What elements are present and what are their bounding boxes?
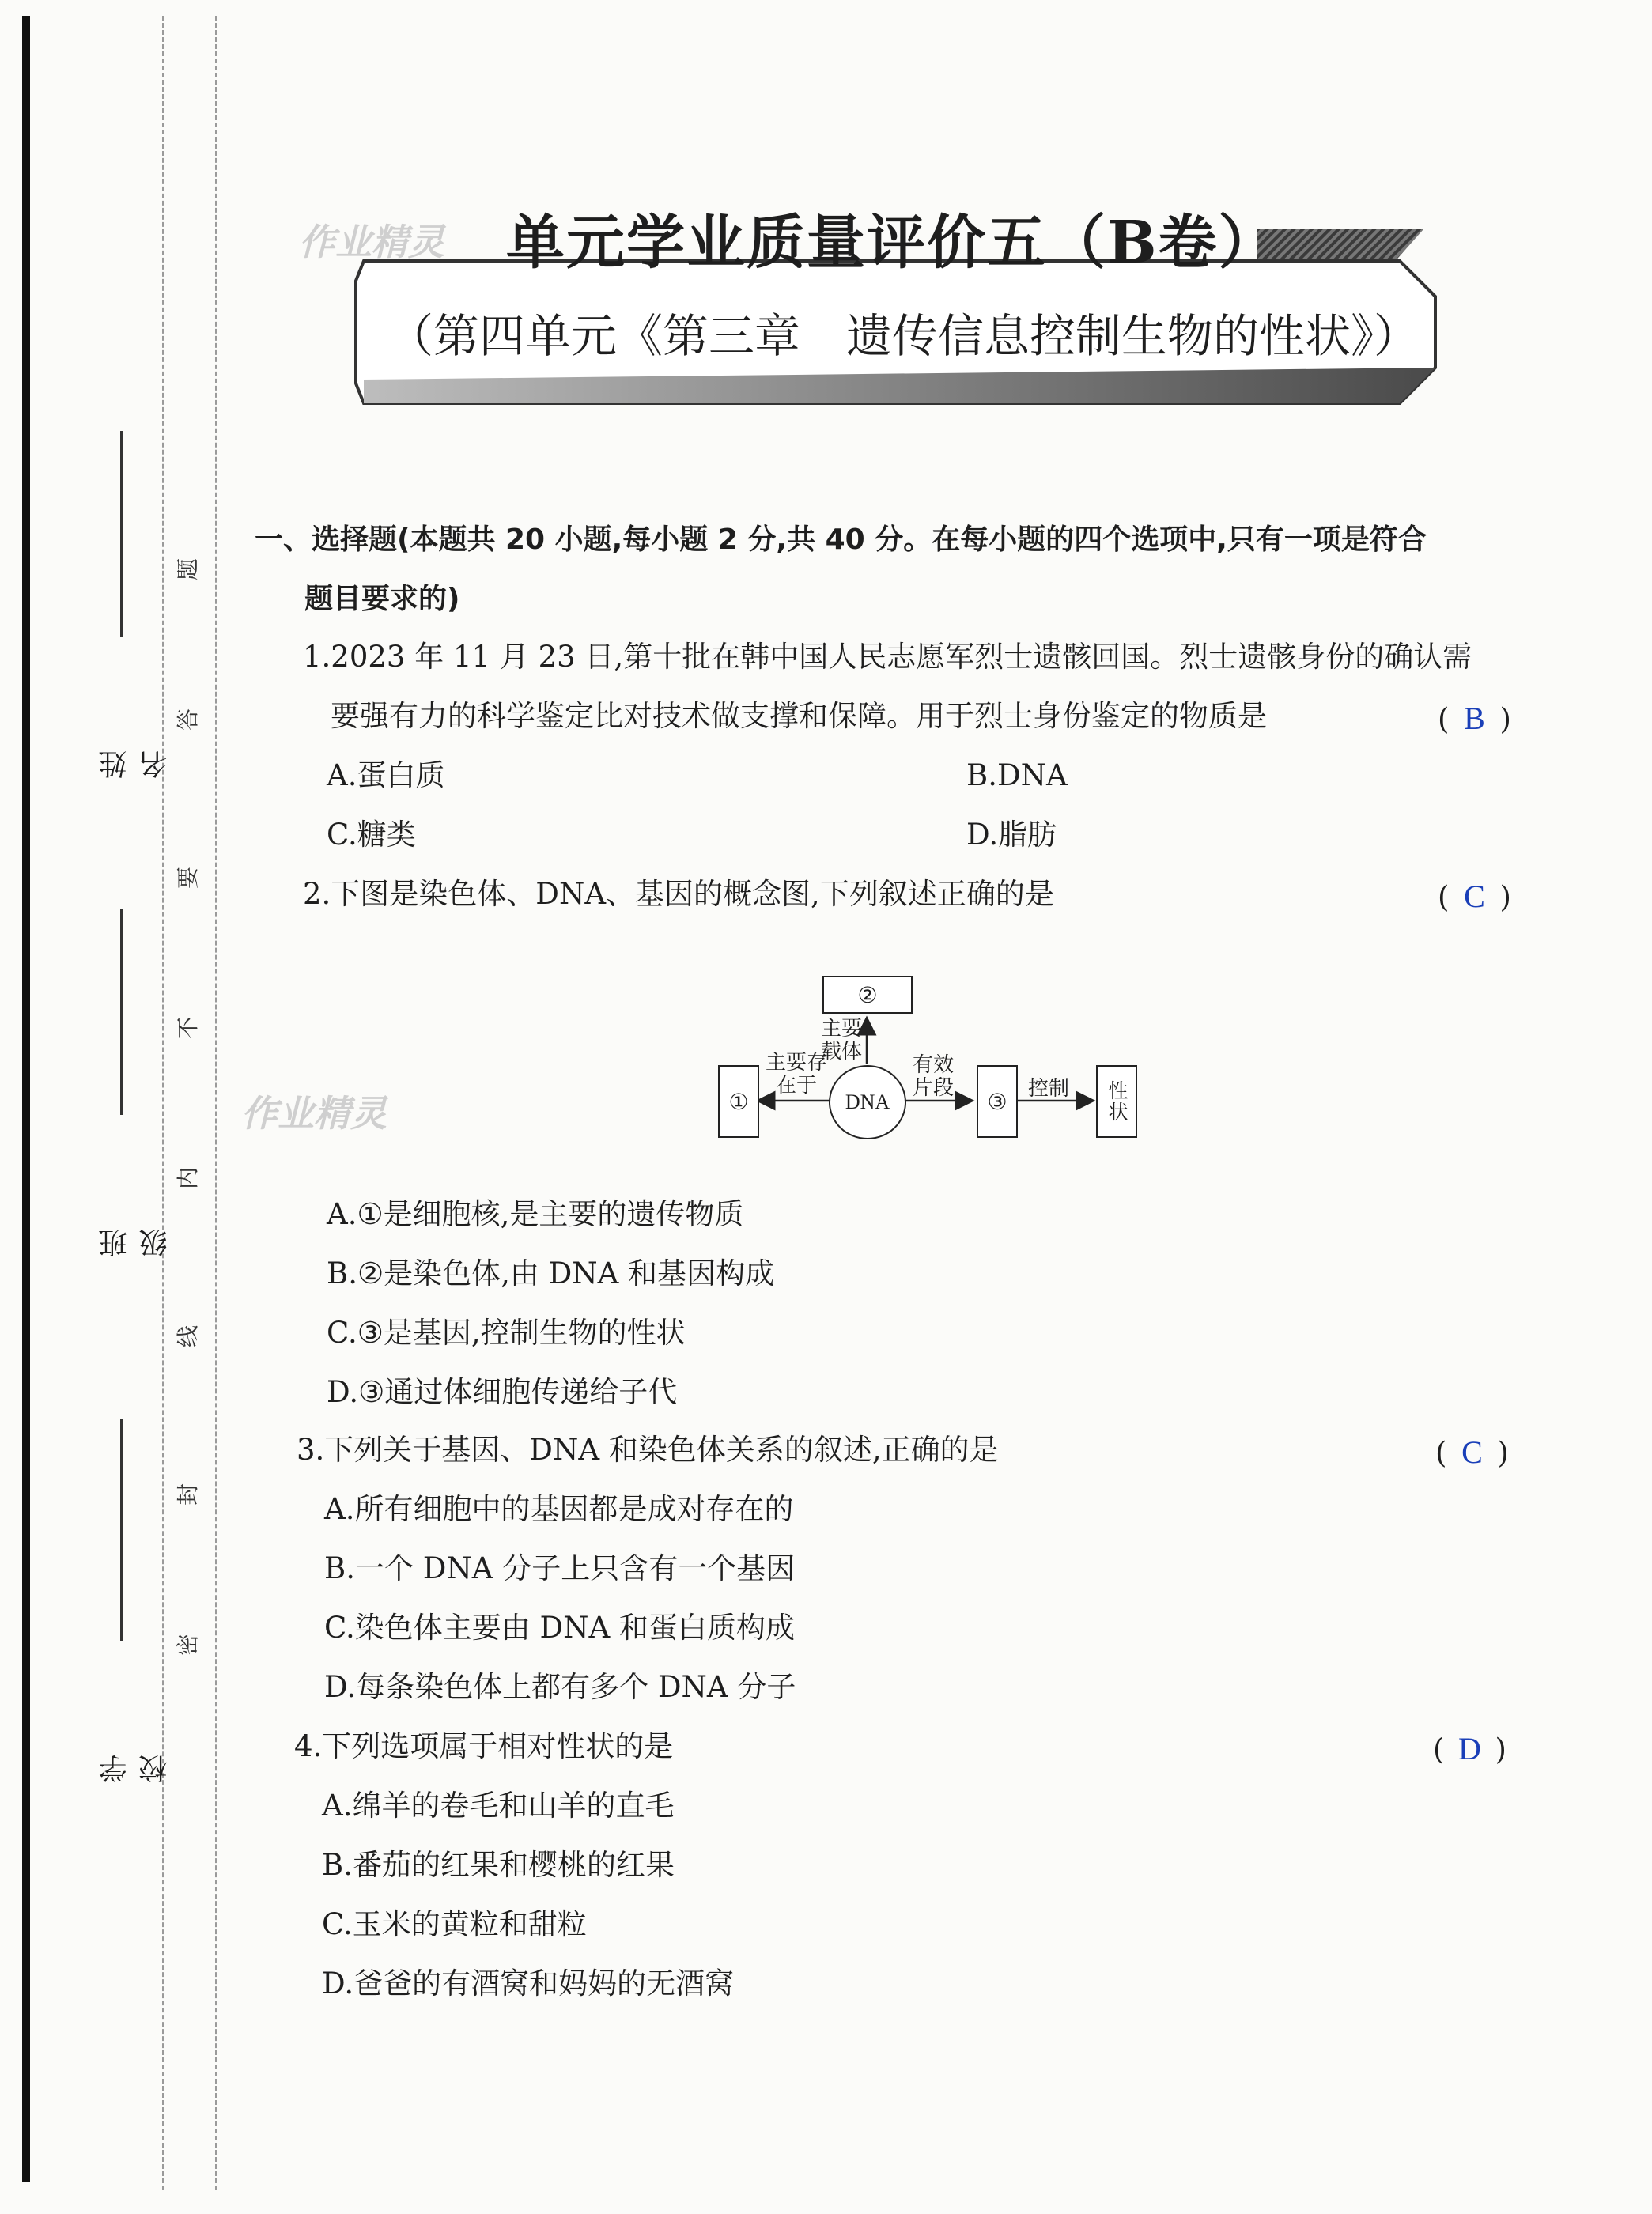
q3-answer: C bbox=[1461, 1434, 1483, 1470]
q2-option-b: B.②是染色体,由 DNA 和基因构成 bbox=[327, 1256, 775, 1290]
q4-option-a: A.绵羊的卷毛和山羊的直毛 bbox=[322, 1789, 675, 1823]
q4-option-d: D.爸爸的有酒窝和妈妈的无酒窝 bbox=[322, 1967, 735, 2001]
class-field bbox=[87, 909, 172, 1257]
page-subtitle: （第四单元《第三章 遗传信息控制生物的性状》） bbox=[387, 309, 1420, 363]
page-title: 单元学业质量评价五（B卷） bbox=[506, 209, 1279, 277]
label-control: 控制 bbox=[1028, 1077, 1070, 1101]
q2-answer-paren: ( C ) bbox=[1438, 878, 1511, 914]
q1-option-b: B.DNA bbox=[966, 758, 1068, 792]
seal-char-4: 内 bbox=[175, 1166, 202, 1190]
binding-edge bbox=[22, 16, 30, 2182]
q4-option-c: C.玉米的黄粒和甜粒 bbox=[322, 1907, 587, 1941]
fold-line-right bbox=[215, 16, 217, 2190]
name-field bbox=[87, 431, 172, 779]
watermark-middle: 作业精灵 bbox=[241, 1092, 387, 1135]
node-2: ② bbox=[822, 976, 913, 1014]
q3-stem: 3.下列关于基因、DNA 和染色体关系的叙述,正确的是 bbox=[297, 1433, 999, 1467]
node-1: ① bbox=[718, 1065, 759, 1138]
node-dna: DNA bbox=[829, 1065, 906, 1139]
q3-option-b: B.一个 DNA 分子上只含有一个基因 bbox=[324, 1551, 796, 1585]
q2-stem: 2.下图是染色体、DNA、基因的概念图,下列叙述正确的是 bbox=[303, 877, 1054, 911]
q4-answer-paren: ( D ) bbox=[1433, 1731, 1506, 1766]
seal-char-6: 要 bbox=[175, 866, 202, 890]
name-label: 姓 名 bbox=[99, 703, 172, 779]
name-line bbox=[120, 431, 123, 637]
concept-diagram bbox=[704, 969, 1147, 1150]
section-heading-line1: 一、选择题(本题共 20 小题,每小题 2 分,共 40 分。在每小题的四个选项中,只有一项是符合 bbox=[255, 523, 1427, 556]
q1-stem-line1: 1.2023 年 11 月 23 日,第十批在韩中国人民志愿军烈士遗骸回国。烈士遗骸身份的确认需 bbox=[303, 640, 1472, 674]
watermark-top: 作业精灵 bbox=[299, 221, 444, 263]
label-main-carrier: 主要载体 bbox=[820, 1017, 862, 1064]
label-segment: 有效片段 bbox=[912, 1053, 954, 1100]
q2-option-c: C.③是基因,控制生物的性状 bbox=[327, 1316, 686, 1350]
school-label: 学 校 bbox=[99, 1707, 172, 1783]
q3-option-c: C.染色体主要由 DNA 和蛋白质构成 bbox=[324, 1611, 796, 1645]
seal-char-1: 密 bbox=[175, 1633, 202, 1657]
seal-char-2: 封 bbox=[175, 1483, 202, 1506]
q2-answer: C bbox=[1464, 878, 1485, 914]
q4-option-b: B.番茄的红果和樱桃的红果 bbox=[322, 1848, 675, 1882]
q4-answer: D bbox=[1457, 1731, 1481, 1766]
class-line bbox=[120, 909, 123, 1115]
q3-option-a: A.所有细胞中的基因都是成对存在的 bbox=[324, 1492, 794, 1526]
q1-option-d: D.脂肪 bbox=[966, 818, 1057, 852]
q3-answer-paren: ( C ) bbox=[1435, 1434, 1509, 1470]
label-main-exist: 主要存在于 bbox=[765, 1051, 827, 1098]
node-3: ③ bbox=[977, 1065, 1018, 1138]
q2-option-d: D.③通过体细胞传递给子代 bbox=[327, 1375, 678, 1409]
class-label: 班 级 bbox=[99, 1181, 172, 1257]
q3-option-d: D.每条染色体上都有多个 DNA 分子 bbox=[324, 1670, 796, 1704]
q1-answer-paren: ( B ) bbox=[1438, 701, 1511, 736]
school-line bbox=[120, 1419, 123, 1641]
seal-char-8: 题 bbox=[175, 557, 202, 581]
q1-answer: B bbox=[1464, 701, 1485, 736]
q1-stem-line2: 要强有力的科学鉴定比对技术做支撑和保障。用于烈士身份鉴定的物质是 bbox=[331, 699, 1267, 733]
seal-char-7: 答 bbox=[175, 708, 202, 731]
seal-char-5: 不 bbox=[175, 1016, 202, 1040]
q4-stem: 4.下列选项属于相对性状的是 bbox=[294, 1729, 674, 1763]
fold-line-left bbox=[162, 16, 164, 2190]
seal-char-3: 线 bbox=[175, 1324, 202, 1348]
q2-option-a: A.①是细胞核,是主要的遗传物质 bbox=[327, 1197, 744, 1231]
school-field bbox=[87, 1419, 172, 1783]
node-trait: 性状 bbox=[1096, 1065, 1137, 1138]
section-heading-line2: 题目要求的) bbox=[304, 583, 460, 615]
q1-option-a: A.蛋白质 bbox=[327, 758, 445, 792]
q1-option-c: C.糖类 bbox=[327, 818, 416, 852]
